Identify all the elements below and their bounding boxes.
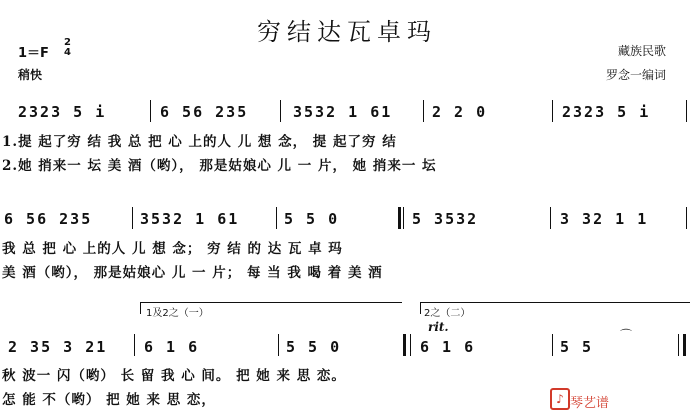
song-title: 穷结达瓦卓玛: [257, 18, 437, 46]
measure-4: 2 2 0: [432, 103, 488, 121]
barline: [686, 100, 687, 122]
repeat-barline: [403, 334, 406, 356]
measure-9: 5 3532: [412, 210, 479, 228]
ritardando-marking: rit.: [428, 320, 449, 334]
repeat-barline: [403, 207, 404, 229]
measure-11: 2 35 3 21: [8, 338, 108, 356]
measure-3: 3532 1 61: [293, 103, 393, 121]
barline: [134, 334, 135, 356]
measure-7: 3532 1 61: [140, 210, 240, 228]
watermark-logo-icon: ♪: [550, 388, 570, 410]
measure-13: 5 5 0: [286, 338, 342, 356]
measure-6: 6 56 235: [4, 210, 93, 228]
measure-2: 6 56 235: [160, 103, 249, 121]
measure-12: 6 1 6: [144, 338, 200, 356]
volta-bracket-2: [420, 302, 690, 303]
repeat-barline: [398, 207, 401, 229]
key-signature: 1＝F: [18, 46, 49, 61]
volta-label-1: 1及2之（一）: [146, 308, 209, 319]
barline: [150, 100, 151, 122]
lyrics-verse-1: 我 总 把 心 上的人 儿 想 念； 穷 结 的 达 瓦 卓 玛: [2, 241, 343, 257]
lyrics-verse-2: 怎 能 不（哟） 把 她 来 思 恋，: [2, 392, 216, 408]
barline: [552, 334, 553, 356]
final-barline: [683, 334, 686, 356]
arranger-credit: 罗念一编词: [605, 68, 666, 82]
lyrics-verse-2: 美 酒（哟）， 那是姑娘心 儿 一 片； 每 当 我 喝 着 美 酒: [2, 265, 383, 281]
volta-label-2: 2之（二）: [424, 308, 471, 319]
barline: [280, 100, 281, 122]
time-signature: [64, 38, 71, 58]
measure-15: 5 5: [560, 338, 594, 356]
barline: [552, 100, 553, 122]
time-numerator: 2: [64, 37, 71, 48]
barline: [686, 207, 687, 229]
tempo-marking: 稍快: [18, 68, 43, 82]
volta-bracket-1: [140, 302, 141, 314]
lyrics-verse-2: 2.她 捎来一 坛 美 酒（哟）， 那是姑娘心 儿 一 片， 她 捎来一 坛: [2, 158, 437, 174]
barline: [278, 334, 279, 356]
measure-10: 3 32 1 1: [560, 210, 649, 228]
origin-credit: 藏族民歌: [617, 44, 666, 58]
final-barline: [678, 334, 679, 356]
volta-bracket-1: [140, 302, 402, 303]
lyrics-verse-1: 秋 波一 闪（哟） 长 留 我 心 间。 把 她 来 思 恋。: [2, 368, 346, 384]
measure-14: 6 1 6: [420, 338, 476, 356]
barline: [423, 100, 424, 122]
time-denominator: 4: [64, 47, 71, 58]
watermark-text: 琴艺谱: [570, 396, 610, 411]
barline: [550, 207, 551, 229]
lyrics-verse-1: 1.提 起了穷 结 我 总 把 心 上的人 儿 想 念， 提 起了穷 结: [2, 134, 397, 150]
measure-5: 2323 5 i: [562, 103, 651, 121]
barline: [276, 207, 277, 229]
fermata: ⌒: [620, 328, 633, 342]
volta-bracket-2: [420, 302, 421, 314]
repeat-barline: [410, 334, 411, 356]
measure-8: 5 5 0: [284, 210, 340, 228]
barline: [132, 207, 133, 229]
measure-1: 2323 5 i: [18, 103, 107, 121]
